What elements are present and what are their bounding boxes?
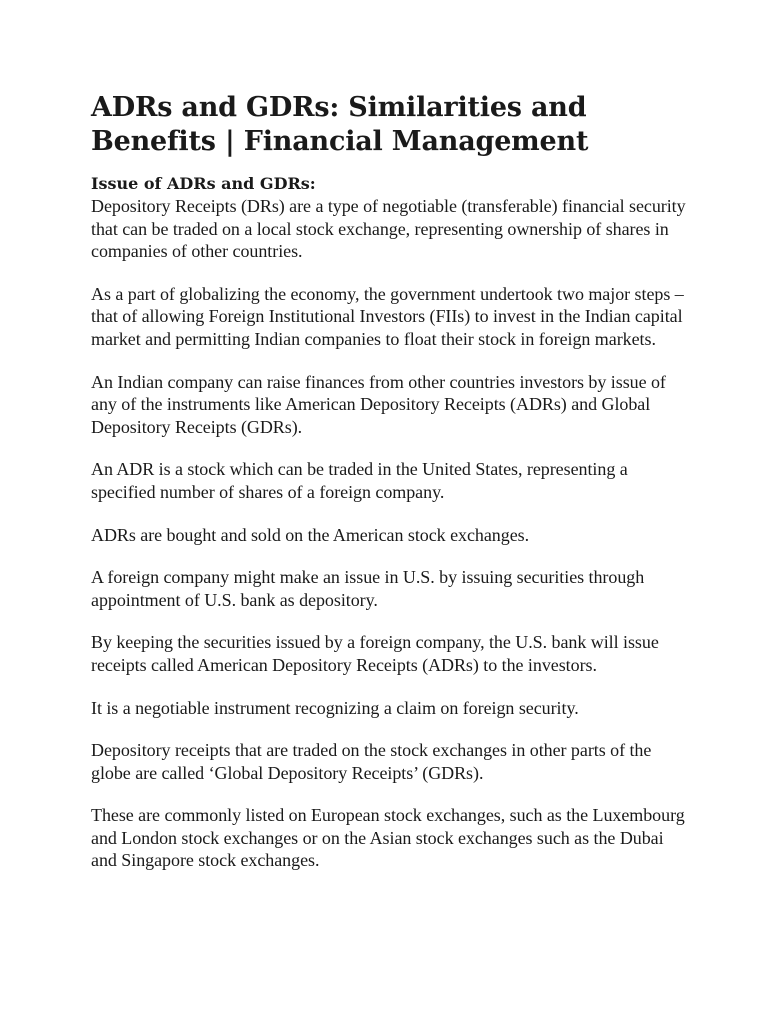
paragraph-4: An ADR is a stock which can be traded in the United States, representing a specified number of shares of a foreign company. — [91, 459, 628, 502]
document-page — [91, 91, 691, 892]
paragraph-8: It is a negotiable instrument recognizing a claim on foreign security. — [91, 697, 579, 718]
document-title: ADRs and GDRs: Similarities and Benefits | Financial Management — [91, 92, 589, 157]
paragraph-6: A foreign company might make an issue in U.S. by issuing securities through appointment of U.S. bank as depository. — [91, 567, 645, 610]
paragraph-2: As a part of globalizing the economy, the government undertook two major steps – that of allowing Foreign Institutional Investors (FIIs) to invest in the Indian capital market and permitting Indian companies to float their stock in foreign markets. — [91, 283, 684, 349]
paragraph-9: Depository receipts that are traded on the stock exchanges in other parts of the globe are called ‘Global Depository Receipts’ (GDRs). — [91, 740, 652, 783]
paragraph-1: Depository Receipts (DRs) are a type of negotiable (transferable) financial security that can be traded on a local stock exchange, representing ownership of shares in companies of other countries. — [91, 196, 686, 262]
paragraph-10: These are commonly listed on European stock exchanges, such as the Luxembourg and London stock exchanges or on the Asian stock exchanges such as the Dubai and Singapore stock exchanges. — [91, 805, 685, 871]
paragraph-7: By keeping the securities issued by a foreign company, the U.S. bank will issue receipts called American Depository Receipts (ADRs) to the investors. — [91, 632, 659, 675]
paragraph-5: ADRs are bought and sold on the American stock exchanges. — [91, 524, 530, 545]
paragraph-3: An Indian company can raise finances from other countries investors by issue of any of the instruments like American Depository Receipts (ADRs) and Global Depository Receipts (GDRs). — [91, 371, 666, 437]
section-heading: Issue of ADRs and GDRs: — [91, 174, 316, 193]
